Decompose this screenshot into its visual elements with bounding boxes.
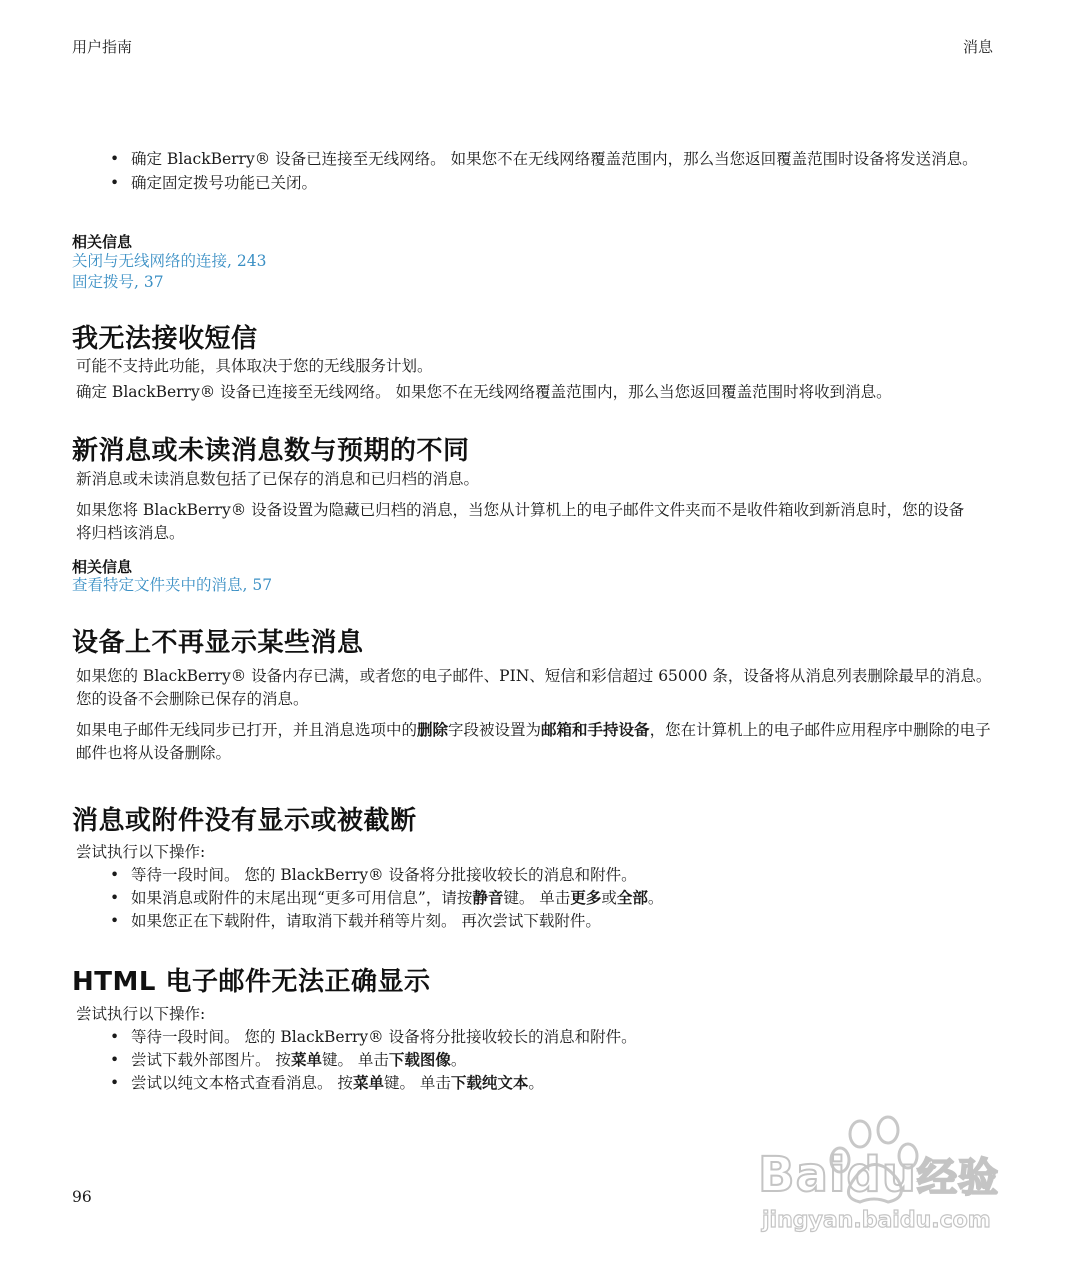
paragraph: 尝试执行以下操作: bbox=[76, 843, 206, 861]
paragraph: 确定 BlackBerry® 设备已连接至无线网络。 如果您不在无线网络覆盖范围内，那么当您返回覆盖范围时将收到消息。 bbox=[76, 383, 892, 401]
ui-term-all: 全部 bbox=[616, 889, 648, 907]
list-item: • 等待一段时间。 您的 BlackBerry® 设备将分批接收较长的消息和附件。 bbox=[72, 864, 1002, 887]
paragraph: 新消息或未读消息数包括了已保存的消息和已归档的消息。 bbox=[76, 470, 480, 488]
section-title: 设备上不再显示某些消息 bbox=[72, 628, 364, 658]
related-info-heading: 相关信息 bbox=[72, 233, 133, 251]
list-item: • 确定 BlackBerry® 设备已连接至无线网络。 如果您不在无线网络覆盖范围内，那么当您返回覆盖范围时设备将发送消息。 bbox=[72, 148, 1002, 171]
list-item: • 等待一段时间。 您的 BlackBerry® 设备将分批接收较长的消息和附件。 bbox=[72, 1026, 1002, 1049]
ui-term-delete: 删除 bbox=[417, 721, 449, 739]
watermark-brand: Baidu经验 bbox=[758, 1147, 999, 1203]
related-link-disconnect[interactable]: 关闭与无线网络的连接, 243 bbox=[72, 252, 267, 270]
ui-term-mailbox-handheld: 邮箱和手持设备 bbox=[541, 721, 650, 739]
paragraph: 如果您的 BlackBerry® 设备内存已满，或者您的电子邮件、PIN、短信和彩信超过 65000 条，设备将从消息列表删除最早的消息。 您的设备不会删除已保存的消息。 bbox=[76, 667, 992, 708]
section-title: 我无法接收短信 bbox=[72, 324, 258, 354]
ui-term-mute: 静音 bbox=[472, 889, 504, 907]
ui-term-menu: 菜单 bbox=[290, 1051, 322, 1069]
related-link-view-folder[interactable]: 查看特定文件夹中的消息, 57 bbox=[72, 576, 273, 594]
bullet-list bbox=[72, 864, 1002, 933]
ui-term-menu: 菜单 bbox=[352, 1074, 384, 1092]
related-link-fixed-dialing[interactable]: 固定拨号, 37 bbox=[72, 273, 164, 291]
section-title: 新消息或未读消息数与预期的不同 bbox=[72, 436, 470, 466]
section-title: HTML 电子邮件无法正确显示 bbox=[72, 967, 431, 997]
paragraph: 如果您将 BlackBerry® 设备设置为隐藏已归档的消息，当您从计算机上的电子邮件文件夹而不是收件箱收到新消息时，您的设备将归档该消息。 bbox=[76, 501, 965, 542]
header-right: 消息 bbox=[963, 38, 994, 56]
header-left: 用户指南 bbox=[72, 38, 133, 56]
ui-term-more: 更多 bbox=[570, 889, 602, 907]
list-item: • 如果消息或附件的末尾出现“更多可用信息”，请按静音键。 单击更多或全部。 bbox=[72, 887, 1002, 910]
bullet-list bbox=[72, 1026, 1002, 1095]
baidu-watermark bbox=[748, 1112, 1008, 1242]
list-item: • 尝试以纯文本格式查看消息。 按菜单键。 单击下载纯文本。 bbox=[72, 1072, 1002, 1095]
paragraph: 如果电子邮件无线同步已打开，并且消息选项中的删除字段被设置为邮箱和手持设备，您在计算机上的电子邮件应用程序中删除的电子邮件也将从设备删除。 bbox=[76, 721, 991, 762]
page-number: 96 bbox=[72, 1188, 92, 1206]
list-item: • 确定固定拨号功能已关闭。 bbox=[72, 172, 1002, 195]
watermark-url: jingyan.baidu.com bbox=[762, 1208, 991, 1233]
section-title: 消息或附件没有显示或被截断 bbox=[72, 806, 417, 836]
paragraph: 可能不支持此功能，具体取决于您的无线服务计划。 bbox=[76, 357, 433, 375]
paragraph: 尝试执行以下操作: bbox=[76, 1005, 206, 1023]
related-info-heading: 相关信息 bbox=[72, 558, 133, 576]
ui-term-download-images: 下载图像 bbox=[388, 1051, 451, 1069]
ui-term-download-plain-text: 下载纯文本 bbox=[450, 1074, 529, 1092]
list-item: • 尝试下载外部图片。 按菜单键。 单击下载图像。 bbox=[72, 1049, 1002, 1072]
intro-bullet-list bbox=[72, 148, 1002, 195]
list-item: • 如果您正在下载附件，请取消下载并稍等片刻。 再次尝试下载附件。 bbox=[72, 910, 1002, 933]
related-links bbox=[72, 251, 266, 293]
